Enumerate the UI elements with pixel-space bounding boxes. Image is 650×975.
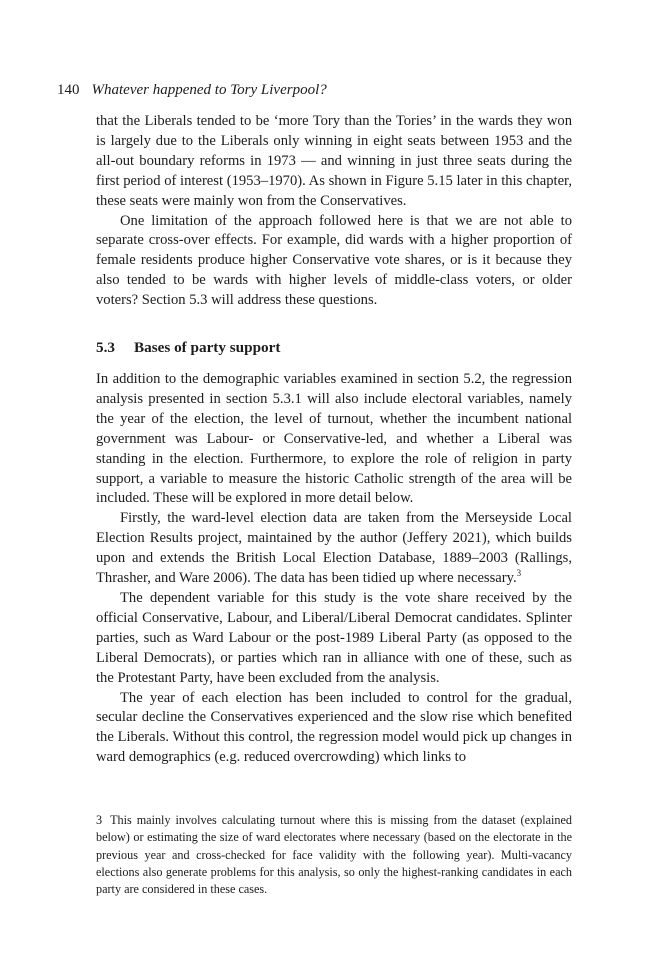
footnote-text: This mainly involves calculating turnout where this is missing from the dataset (explained below) or estimating the size of ward electorates where necessary (based on the electorate in the previous year and cross-checked for face validity with the following year). Multi-vacancy elections also generate problems for this analysis, so only the highest-ranking candidates in each party are considered in these cases.	[96, 813, 572, 897]
paragraph: In addition to the demographic variables examined in section 5.2, the regression analysis presented in section 5.3.1 will also include electoral variables, namely the year of the election, the level of turnout, whether the incumbent national government was Labour- or Conservative-led, and whether a Liberal was standing in the election. Furthermore, to explore the role of religion in party support, a variable to measure the historic Catholic strength of the area will be included. These will be explored in more detail below.	[96, 371, 572, 507]
footnote-number: 3	[96, 813, 103, 827]
intro-text-block	[96, 112, 572, 311]
section-heading	[96, 338, 280, 358]
paragraph: The year of each election has been included to control for the gradual, secular decline the Conservatives experienced and the slow rise which benefited the Liberals. Without this control, the regression model would pick up changes in ward demographics (e.g. reduced overcrowding) which links to	[96, 689, 572, 766]
page-number: 140	[57, 82, 80, 98]
footnote-reference[interactable]: 3	[516, 568, 522, 579]
paragraph: The dependent variable for this study is the vote share received by the official Conservative, Labour, and Liberal/Liberal Democrat candidates. Splinter parties, such as Ward Labour or the post-1989 Liberal Party (as opposed to the Liberal Democrats), or parties which ran in alliance with one of these, such as the Protestant Party, have been excluded from the analysis.	[96, 589, 572, 686]
footnote	[96, 812, 572, 898]
paragraph-text: Firstly, the ward-level election data are taken from the Merseyside Local Election Results project, maintained by the author (Jeffery 2021), which builds upon and extends the British Local Election Database, 1889–2003 (Rallings, Thrasher, and Ware 2006). The data has been tidied up where necessary.	[96, 510, 572, 587]
section-title: Bases of party support	[134, 339, 281, 356]
running-title: Whatever happened to Tory Liverpool?	[91, 82, 327, 98]
section-number: 5.3	[96, 339, 115, 356]
paragraph: One limitation of the approach followed here is that we are not able to separate cross-over effects. For example, did wards with a higher proportion of female residents produce higher Conservative vote shares, or is it because they also tended to be wards with higher levels of middle-class voters, or older voters? Section 5.3 will address these questions.	[96, 212, 572, 309]
paragraph	[96, 509, 572, 589]
running-header	[57, 80, 327, 100]
paragraph: that the Liberals tended to be ‘more Tory than the Tories’ in the wards they won is largely due to the Liberals only winning in eight seats between 1953 and the all-out boundary reforms in 1973 — and winning in just three seats during the first period of interest (1953–1970). As shown in Figure 5.15 later in this chapter, these seats were mainly won from the Conservatives.	[96, 113, 572, 209]
section-text-block	[96, 370, 572, 768]
